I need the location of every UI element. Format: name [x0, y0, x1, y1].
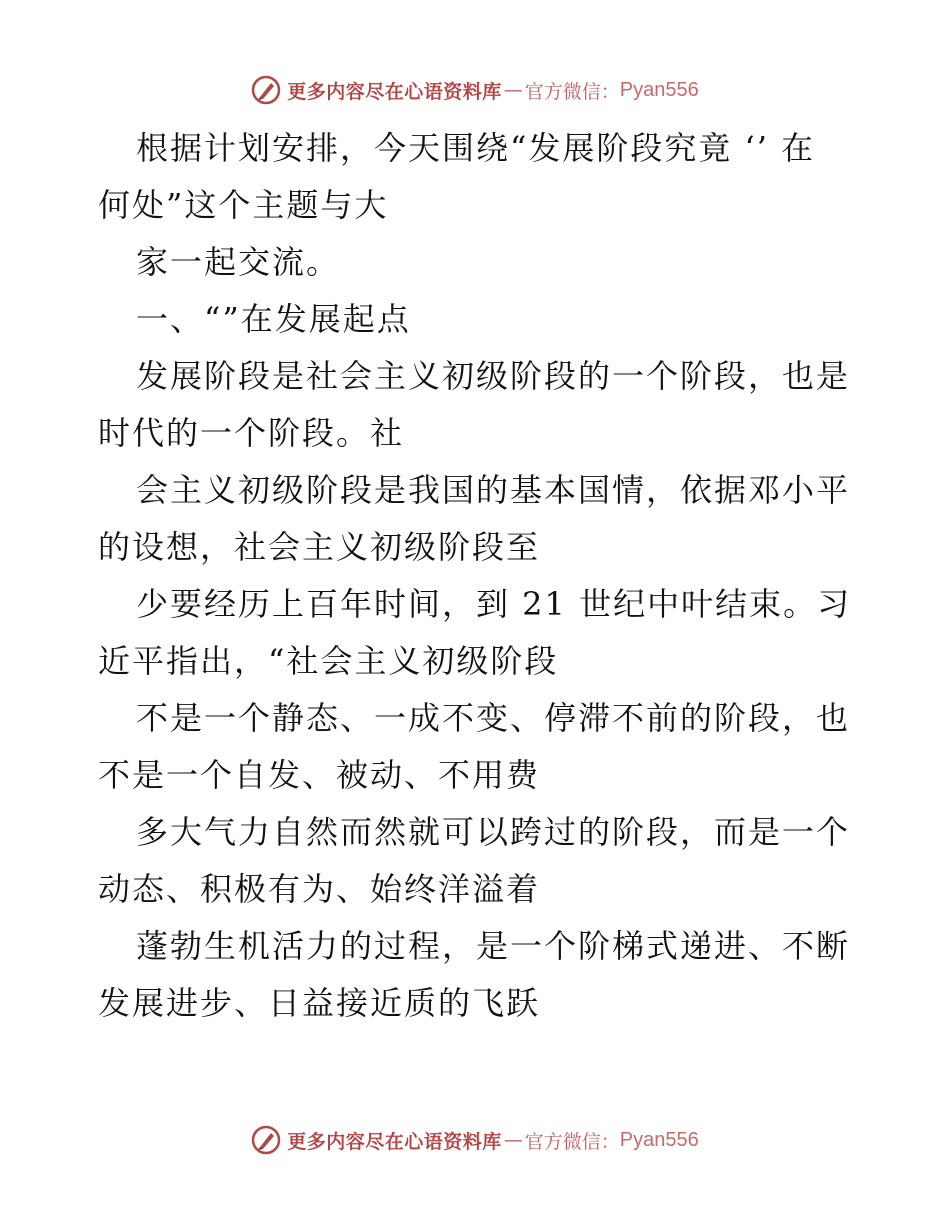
- banner-wechat-id: Pyan556: [619, 1128, 699, 1151]
- text-line: 动态、积极有为、始终洋溢着: [98, 870, 541, 908]
- text-line: 少要经历上百年时间，到 21 世纪中叶结束。习: [136, 585, 852, 623]
- banner-dash: —: [503, 1129, 523, 1151]
- text-line: 时代的一个阶段。社: [98, 414, 405, 452]
- pen-logo-icon: [251, 75, 281, 105]
- text-line: 多大气力自然而然就可以跨过的阶段，而是一个: [136, 813, 851, 851]
- header-banner: [0, 70, 950, 110]
- banner-site: 更多内容尽在心语资料库: [287, 1130, 502, 1153]
- text-line: 不是一个自发、被动、不用费: [98, 756, 541, 794]
- text-line: 会主义初级阶段是我国的基本国情，依据邓小平: [136, 471, 851, 509]
- text-line: 不是一个静态、一成不变、停滞不前的阶段，也: [136, 699, 851, 737]
- text-line: 发展进步、日益接近质的飞跃: [98, 984, 541, 1022]
- text-line: 根据计划安排，今天围绕“发展阶段究竟 ‘’ 在: [136, 129, 816, 167]
- text-line: 发展阶段是社会主义初级阶段的一个阶段，也是: [136, 357, 851, 395]
- banner-wechat-label: 官方微信：: [524, 1130, 620, 1153]
- pen-logo-icon: [251, 1125, 281, 1155]
- section-heading: 一、“”在发展起点: [136, 300, 411, 338]
- text-line: 何处”这个主题与大: [98, 186, 389, 224]
- footer-banner: [0, 1120, 950, 1160]
- text-line: 家一起交流。: [136, 243, 341, 281]
- text-line: 近平指出，“社会主义初级阶段: [98, 642, 559, 680]
- banner-wechat-id: Pyan556: [619, 78, 699, 101]
- banner-wechat-label: 官方微信：: [524, 80, 620, 103]
- text-line: 的设想，社会主义初级阶段至: [98, 528, 541, 566]
- banner-dash: —: [503, 79, 523, 101]
- body-text: [98, 120, 858, 1032]
- banner-site: 更多内容尽在心语资料库: [287, 80, 502, 103]
- text-line: 蓬勃生机活力的过程，是一个阶梯式递进、不断: [136, 927, 851, 965]
